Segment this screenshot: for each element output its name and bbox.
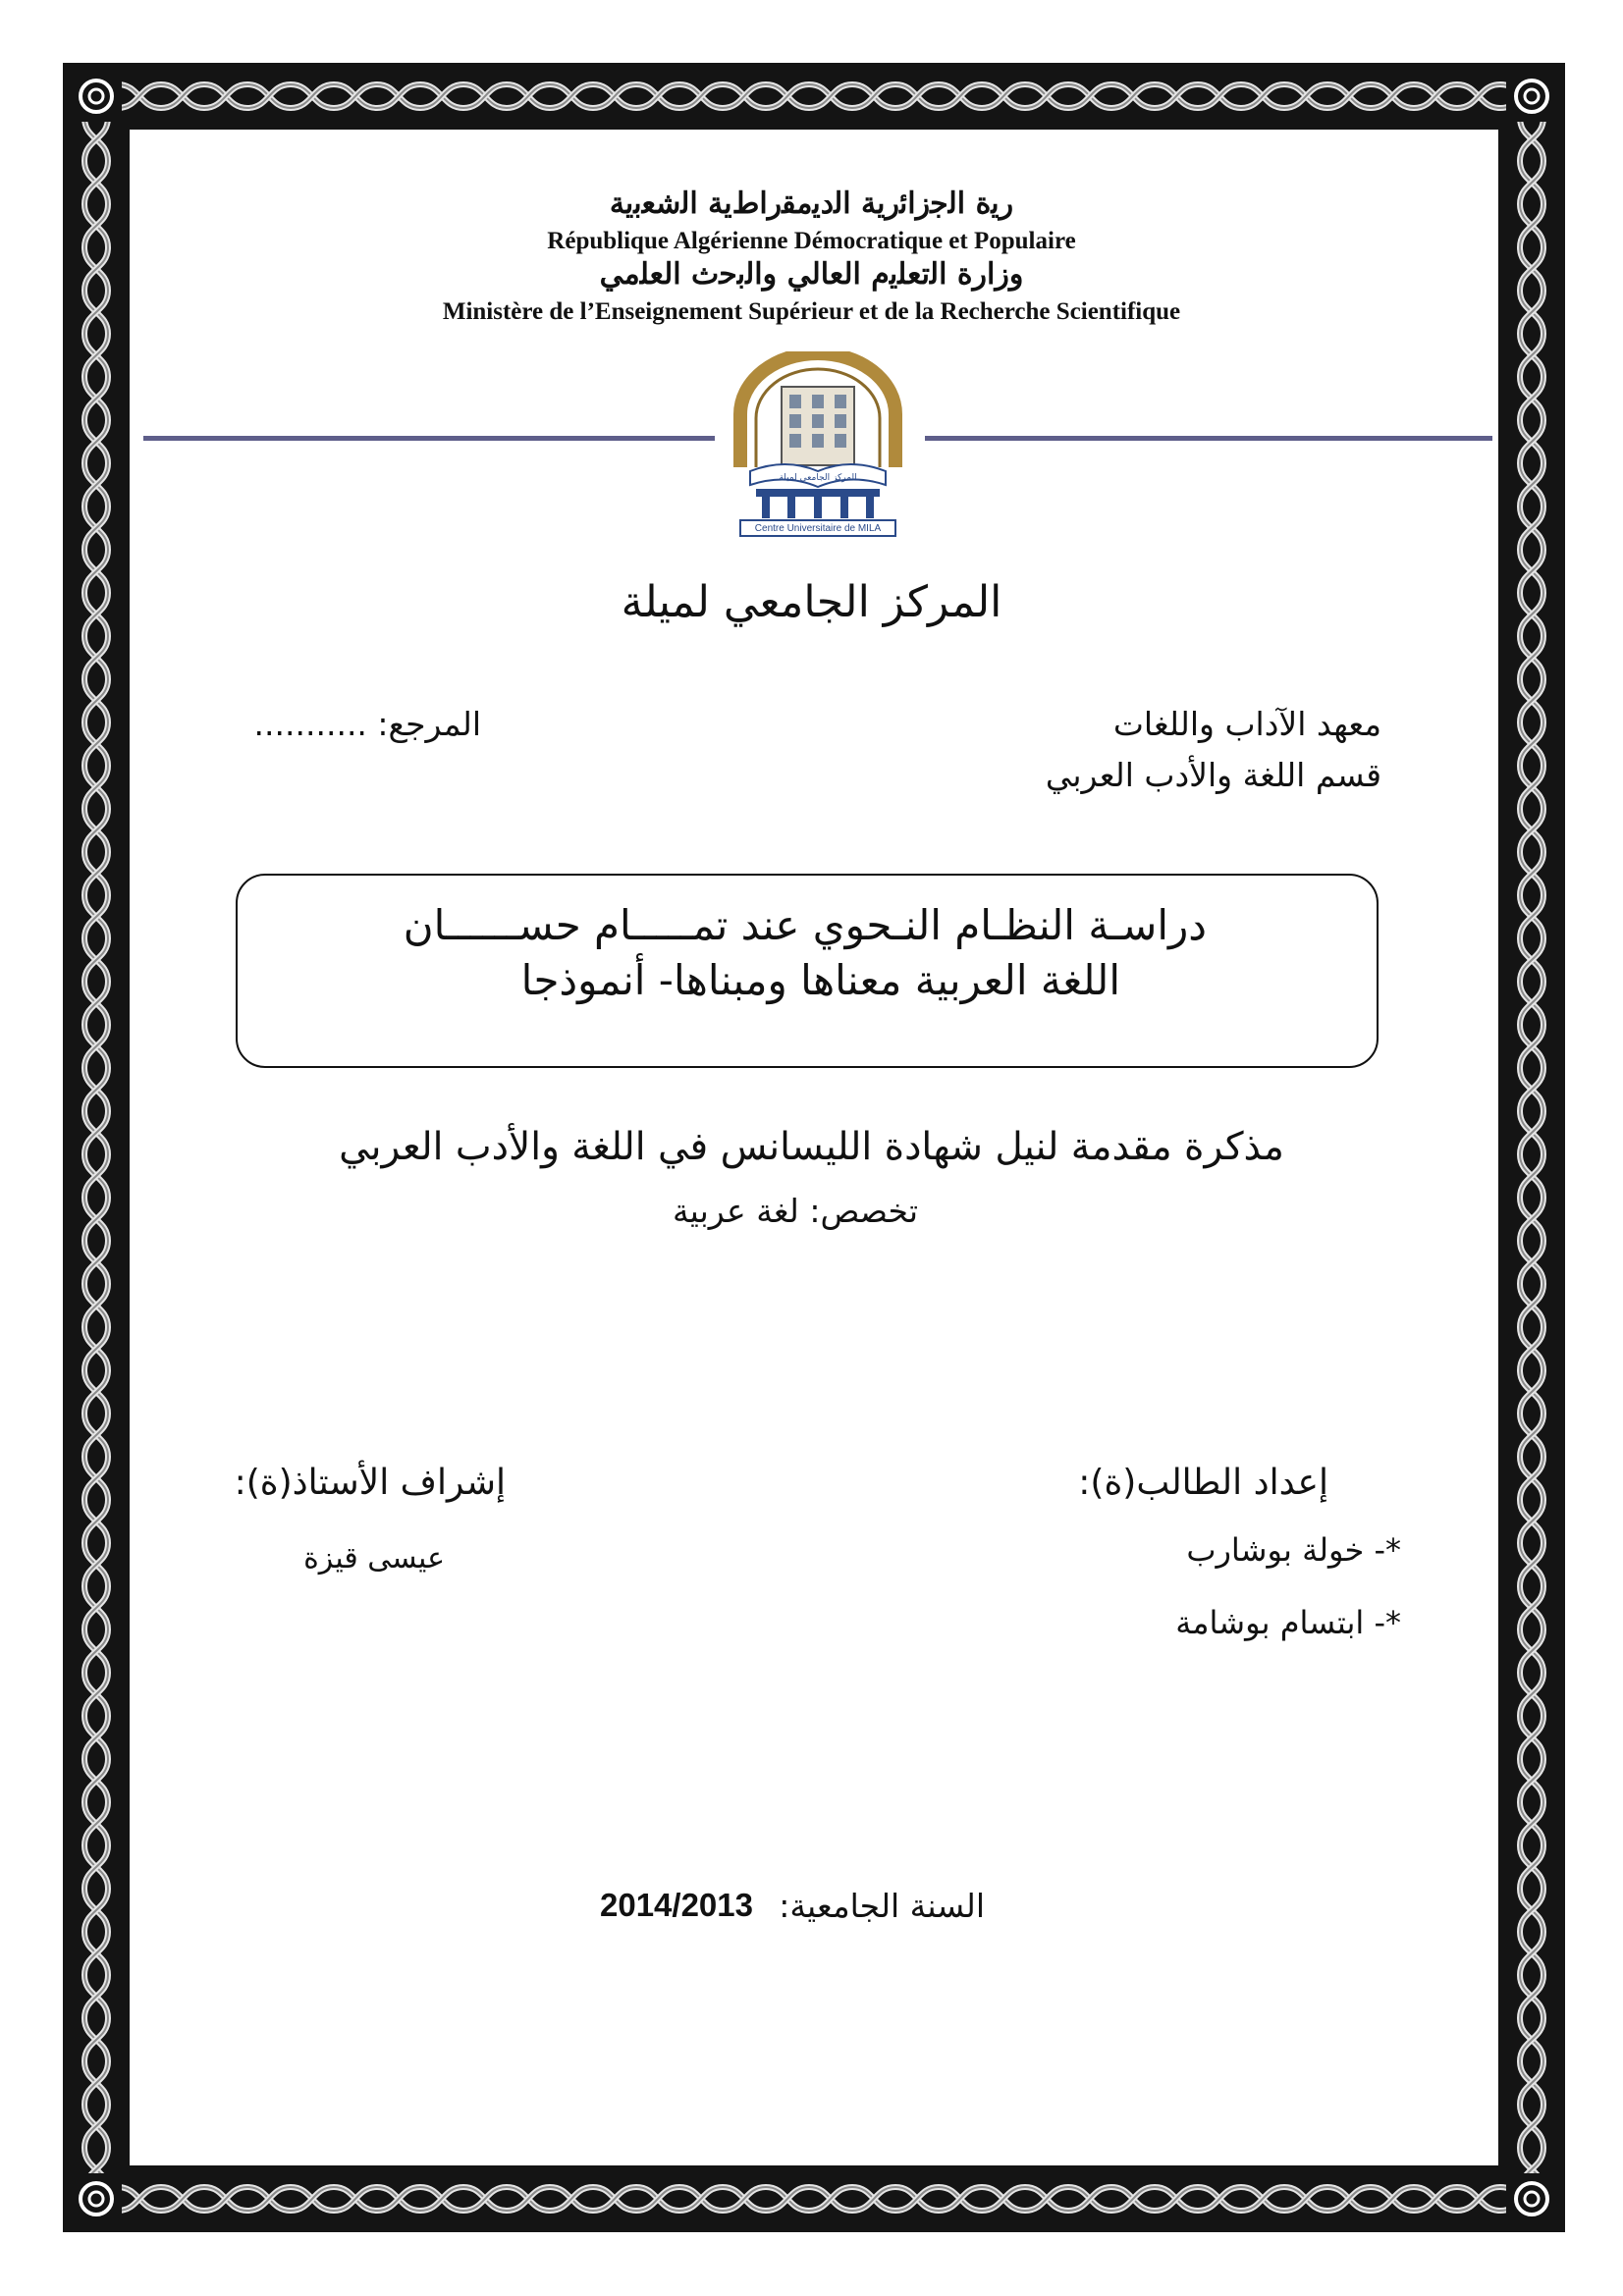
department-name: قسم اللغة والأدب العربي — [1045, 756, 1381, 794]
prepared-by-label: إعداد الطالب(ة): — [1078, 1463, 1328, 1503]
chain-border-bottom — [118, 2173, 1506, 2224]
student-name: *- خولة بوشارب — [1186, 1531, 1401, 1569]
ministry-french-header: Ministère de l’Enseignement Supérieur et de la Recherche Scientifique — [442, 298, 1181, 325]
logo-banner-text: المركز الجامعي لميلة — [779, 473, 857, 483]
student-name: *- ابتسام بوشامة — [1175, 1604, 1401, 1641]
specialty: تخصص: لغة عربية — [672, 1192, 918, 1230]
university-name: المركز الجامعي لميلة — [621, 577, 1002, 627]
university-logo — [727, 351, 909, 540]
reference-number: المرجع: ........... — [253, 705, 481, 743]
thesis-title-line-2: اللغة العربية معناها ومبناها- أنموذجا — [520, 956, 1120, 1004]
corner-ornament-icon — [1506, 2173, 1557, 2224]
memo-statement: مذكرة مقدمة لنيل شهادة الليسانس في اللغة والأدب العربي — [339, 1125, 1284, 1169]
thesis-title-line-1: دراسـة النظـام النـحوي عند تمـــــام حســــــان — [403, 901, 1207, 949]
corner-ornament-icon — [1506, 71, 1557, 122]
logo-caption: Centre Universitaire de MILA — [754, 523, 882, 534]
header-rule-right — [925, 436, 1492, 441]
header-rule-left — [143, 436, 715, 441]
supervision-label: إشراف الأستاذ(ة): — [234, 1463, 506, 1503]
institute-name: معهد الآداب واللغات — [1112, 705, 1381, 743]
academic-year-label: السنة الجامعية: — [779, 1887, 985, 1925]
corner-ornament-icon — [71, 2173, 122, 2224]
corner-ornament-icon — [71, 71, 122, 122]
chain-border-top — [118, 71, 1506, 122]
ministry-arabic-header: ﻭﺯﺍﺭﺓ ﺍﻟﺗﻌﻠﻳﻡ ﺍﻟﻌﺎﻟﻲ ﻭﺍﻟﺑﺣﺙ ﺍﻟﻌﻠﻣﻲ — [599, 257, 1024, 292]
republic-arabic-header: ﺭﻳﺓ ﺍﻟﺟﺯﺍﺋﺭﻳﺔ ﺍﻟﺩﻳﻣﻘﺭﺍﻁﻳﺔ ﺍﻟﺷﻌﺑﻳﺔ — [609, 187, 1014, 221]
supervisor-name: عيسى قيزة — [303, 1541, 445, 1575]
republic-french-header: République Algérienne Démocratique et Populaire — [547, 228, 1076, 254]
academic-year-value: 2014/2013 — [600, 1887, 753, 1923]
